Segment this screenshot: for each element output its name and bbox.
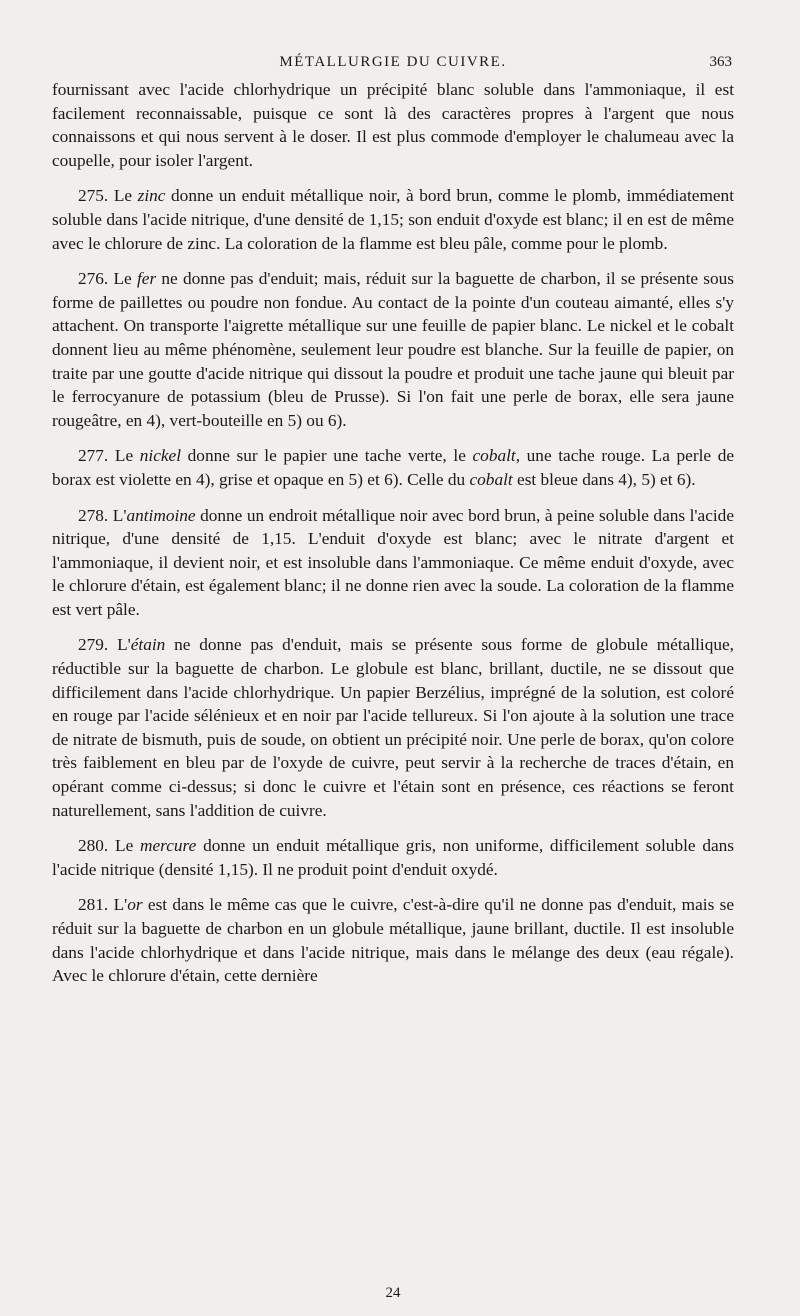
paragraph-281 xyxy=(52,893,734,987)
lead-word: Le xyxy=(113,186,138,206)
lead-word: Le xyxy=(113,269,137,289)
paragraph-text: est bleue dans 4), 5) et 6). xyxy=(512,469,696,489)
paragraph-text: une tache rouge. La perle de borax est violette en 4), grise et opaque en 5) et 6). Celle du xyxy=(52,446,735,489)
paragraph-number: 279. xyxy=(78,635,109,655)
paragraph-number: 275. xyxy=(78,186,109,206)
element-term: nickel xyxy=(139,446,182,466)
page-number: 363 xyxy=(709,54,732,70)
element-term: fer xyxy=(136,269,157,289)
paragraph-number: 281. xyxy=(78,895,109,915)
paragraph-279 xyxy=(52,633,734,822)
lead-word: L' xyxy=(113,895,128,915)
body-text xyxy=(52,78,734,988)
paragraph-number: 280. xyxy=(78,836,109,856)
paragraph-number: 277. xyxy=(78,446,109,466)
paragraph-text: donne un enduit métallique gris, non uniforme, difficilement soluble dans l'acide nitrique (densité 1,15). Il ne produit point d'enduit oxydé. xyxy=(52,836,734,879)
paragraph-275 xyxy=(52,184,734,255)
element-term: or xyxy=(127,895,143,915)
signature-mark: 24 xyxy=(385,1285,401,1301)
paragraph-text: ne donne pas d'enduit, mais se présente sous forme de globule métallique, réductible sur la baguette de charbon. Le globule est blanc, brillant, ductile, ne se dissout que difficilement dans l'acide chlorhydrique. Un papier Berzélius, imprégné de la solution, est coloré en rouge par l'acide sélénieux et en noir par l'acide tellureux. Si l'on ajoute à la solution une trace de nitrate de bismuth, puis de soude, on obtient un précipité noir. Une perle de borax, qu'on colore très faiblement en bleu par de l'oxyde de cuivre, peut servir à la recherche de traces d'étain, en opérant comme ci-dessus; si donc le cuivre et l'étain sont en présence, ces réactions se feront naturellement, sans l'addition de cuivre. xyxy=(52,635,734,820)
element-term: cobalt xyxy=(469,469,513,489)
lead-word: L' xyxy=(117,635,131,655)
paragraph-278 xyxy=(52,504,734,622)
running-head: MÉTALLURGIE DU CUIVRE. xyxy=(279,54,507,70)
paragraph-text: ne donne pas d'enduit; mais, réduit sur la baguette de charbon, il se présente sous forme de paillettes ou poudre non fondue. Au contact de la pointe d'un couteau aimanté, elles s'y attachent. On transporte l'aigrette métallique sur une feuille de papier blanc. Le nickel et le cobalt donnent lieu au même phénomène, seulement leur poudre est blanche. Sur la feuille de papier, on traite par une goutte d'acide nitrique qui dissout la poudre et produit une tache jaune qui bleuit par le ferrocyanure de potassium (bleu de Prusse). Si l'on fait une perle de borax, elle sera jaune rougeâtre, en 4), vert-bouteille en 5) ou 6). xyxy=(52,269,735,430)
element-term: mercure xyxy=(140,836,197,856)
element-term: étain xyxy=(130,635,166,655)
paragraph-276 xyxy=(52,267,734,432)
paragraph-text: fournissant avec l'acide chlorhydrique un précipité blanc soluble dans l'ammoniaque, il est facilement reconnaissable, puisque ce sont là des caractères propres à l'argent que nous connaissons et qui nous servent à le doser. Il est plus commode d'employer le chalumeau avec la coupelle, pour isoler l'argent. xyxy=(52,80,734,170)
lead-word: Le xyxy=(115,836,141,856)
lead-word: Le xyxy=(114,446,140,466)
paragraph-number: 276. xyxy=(78,269,109,289)
element-term: antimoine xyxy=(126,505,196,525)
paragraph-277 xyxy=(52,444,734,491)
paragraph-continued xyxy=(52,78,734,172)
element-term: zinc xyxy=(137,186,166,206)
paragraph-text: donne un endroit métallique noir avec bord brun, à peine soluble dans l'acide nitrique, d'une densité de 1,15. L'enduit d'oxyde est blanc; avec le nitrate d'argent et l'ammoniaque, il devient noir, et est insoluble dans l'ammoniaque. Ce même enduit d'oxyde, avec le chlorure d'étain, est également blanc; il ne donne rien avec la soude. La coloration de la flamme est vert pâle. xyxy=(52,505,734,619)
lead-word: L' xyxy=(112,505,127,525)
paragraph-280 xyxy=(52,834,734,881)
page-header xyxy=(52,44,734,78)
paragraph-number: 278. xyxy=(78,505,109,525)
paragraph-text: donne sur le papier une tache verte, le xyxy=(181,446,473,466)
element-term: cobalt, xyxy=(472,446,521,466)
paragraph-text: donne un enduit métallique noir, à bord brun, comme le plomb, immédiatement soluble dans l'acide nitrique, d'une densité de 1,15; son enduit d'oxyde est blanc; il en est de même avec le chlorure de zinc. La coloration de la flamme est bleu pâle, comme pour le plomb. xyxy=(52,186,735,253)
paragraph-text: est dans le même cas que le cuivre, c'est-à-dire qu'il ne donne pas d'enduit, mais se réduit sur la baguette de charbon en un globule métallique, jaune brillant, ductile. Il est insoluble dans l'acide chlorhydrique et dans l'acide nitrique, mais dans le mélange des deux (eau régale). Avec le chlorure d'étain, cette dernière xyxy=(52,895,734,986)
